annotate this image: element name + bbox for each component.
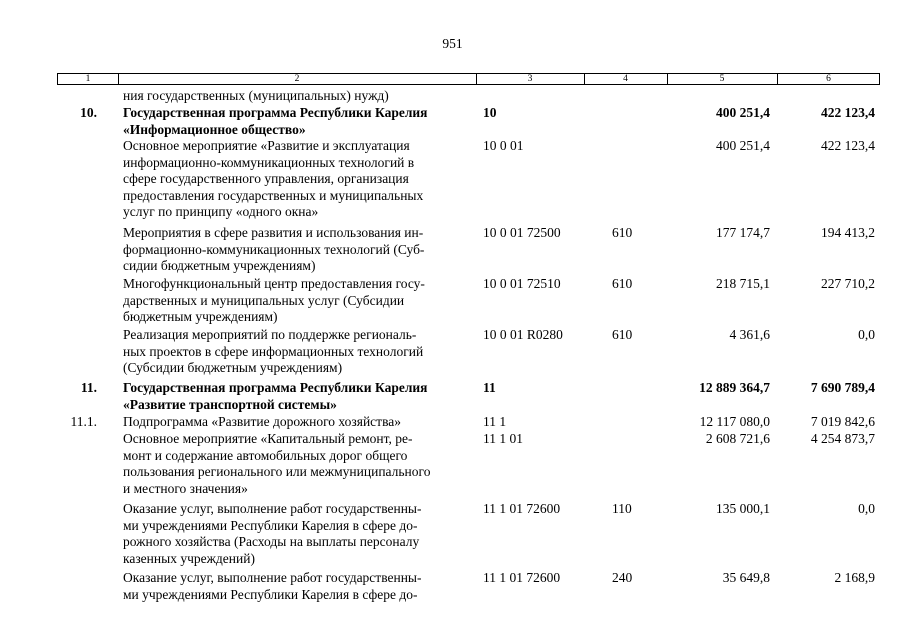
- row-sum-year-2: 0,0: [858, 327, 875, 342]
- row-expense-type: 240: [612, 570, 633, 585]
- row-sum-year-2: 194 413,2: [821, 225, 875, 240]
- table-header: [57, 73, 880, 85]
- row-sum-year-1: 4 361,6: [729, 327, 770, 342]
- row-target-article: 10 0 01: [483, 138, 524, 153]
- header-col-1: 1: [85, 74, 91, 84]
- row-expense-type: 110: [612, 501, 632, 516]
- row-expense-type: 610: [612, 327, 633, 342]
- header-col-3: 3: [527, 74, 533, 84]
- row-sum-year-1: 35 649,8: [722, 570, 770, 585]
- row-name: Мероприятия в сфере развития и использования ин- формационно-коммуникационных технологий (Суб- сидии бюджетным учреждениям): [123, 225, 425, 273]
- row-target-article: 10: [483, 105, 497, 120]
- row-sum-year-2: 7 690 789,4: [810, 380, 875, 395]
- row-expense-type: 610: [612, 276, 633, 291]
- row-target-article: 11 1 01 72600: [483, 501, 561, 516]
- page-number: 951: [442, 36, 463, 51]
- row-target-article: 11 1 01 72600: [483, 570, 561, 585]
- row-target-article: 10 0 01 72500: [483, 225, 561, 240]
- row-sum-year-1: 12 117 080,0: [699, 414, 770, 429]
- row-sum-year-2: 0,0: [858, 501, 875, 516]
- row-target-article: 11 1 01: [483, 431, 523, 446]
- header-col-5: 5: [719, 74, 725, 84]
- row-number: 11.1.: [70, 414, 97, 429]
- row-sum-year-1: 135 000,1: [716, 501, 770, 516]
- header-col-6: 6: [826, 74, 831, 84]
- row-name: Многофункциональный центр предоставления госу- дарственных и муниципальных услуг (Субсидии бюджетным учреждениям): [123, 276, 425, 324]
- row-target-article: 10 0 01 R0280: [483, 327, 563, 342]
- row-name: Оказание услуг, выполнение работ государственны- ми учреждениями Республики Карелия в сфере до-: [123, 570, 422, 602]
- row-name: Оказание услуг, выполнение работ государственны- ми учреждениями Республики Карелия в сфере до- рожного хозяйства (Расходы на выплаты персоналу казенных учреждений): [123, 501, 422, 566]
- row-sum-year-2: 422 123,4: [821, 105, 875, 120]
- row-target-article: 11: [483, 380, 496, 395]
- row-sum-year-2: 4 254 873,7: [810, 431, 875, 446]
- row-expense-type: 610: [612, 225, 633, 240]
- row-sum-year-1: 218 715,1: [716, 276, 770, 291]
- row-sum-year-1: 2 608 721,6: [705, 431, 770, 446]
- header-col-2: 2: [294, 74, 300, 84]
- row-sum-year-1: 400 251,4: [716, 105, 770, 120]
- row-sum-year-2: 7 019 842,6: [810, 414, 875, 429]
- row-target-article: 10 0 01 72510: [483, 276, 561, 291]
- row-number: 11.: [80, 380, 97, 395]
- row-sum-year-2: 422 123,4: [821, 138, 875, 153]
- row-name: Основное мероприятие «Развитие и эксплуатация информационно-коммуникационных технологий в сфере государственного управления, организация предоставления государственных и муниципальных услуг по принципу «одного окна»: [123, 138, 424, 219]
- row-name: Государственная программа Республики Карелия «Информационное общество»: [123, 105, 428, 137]
- row-name: ния государственных (муниципальных) нужд): [123, 88, 389, 103]
- row-sum-year-2: 2 168,9: [834, 570, 875, 585]
- row-sum-year-2: 227 710,2: [821, 276, 875, 291]
- row-number: 10.: [80, 105, 97, 120]
- row-name: Подпрограмма «Развитие дорожного хозяйства»: [123, 414, 402, 429]
- row-sum-year-1: 400 251,4: [716, 138, 770, 153]
- row-sum-year-1: 12 889 364,7: [699, 380, 770, 395]
- row-name: Реализация мероприятий по поддержке региональ- ных проектов в сфере информационных технологий (Субсидии бюджетным учреждениям): [123, 327, 424, 375]
- row-name: Основное мероприятие «Капитальный ремонт, ре- монт и содержание автомобильных дорог общего пользования регионального или межмуниципального и местного значения»: [123, 431, 431, 496]
- row-name: Государственная программа Республики Карелия «Развитие транспортной системы»: [123, 380, 428, 412]
- row-target-article: 11 1: [483, 414, 507, 429]
- row-sum-year-1: 177 174,7: [716, 225, 770, 240]
- header-col-4: 4: [623, 74, 628, 84]
